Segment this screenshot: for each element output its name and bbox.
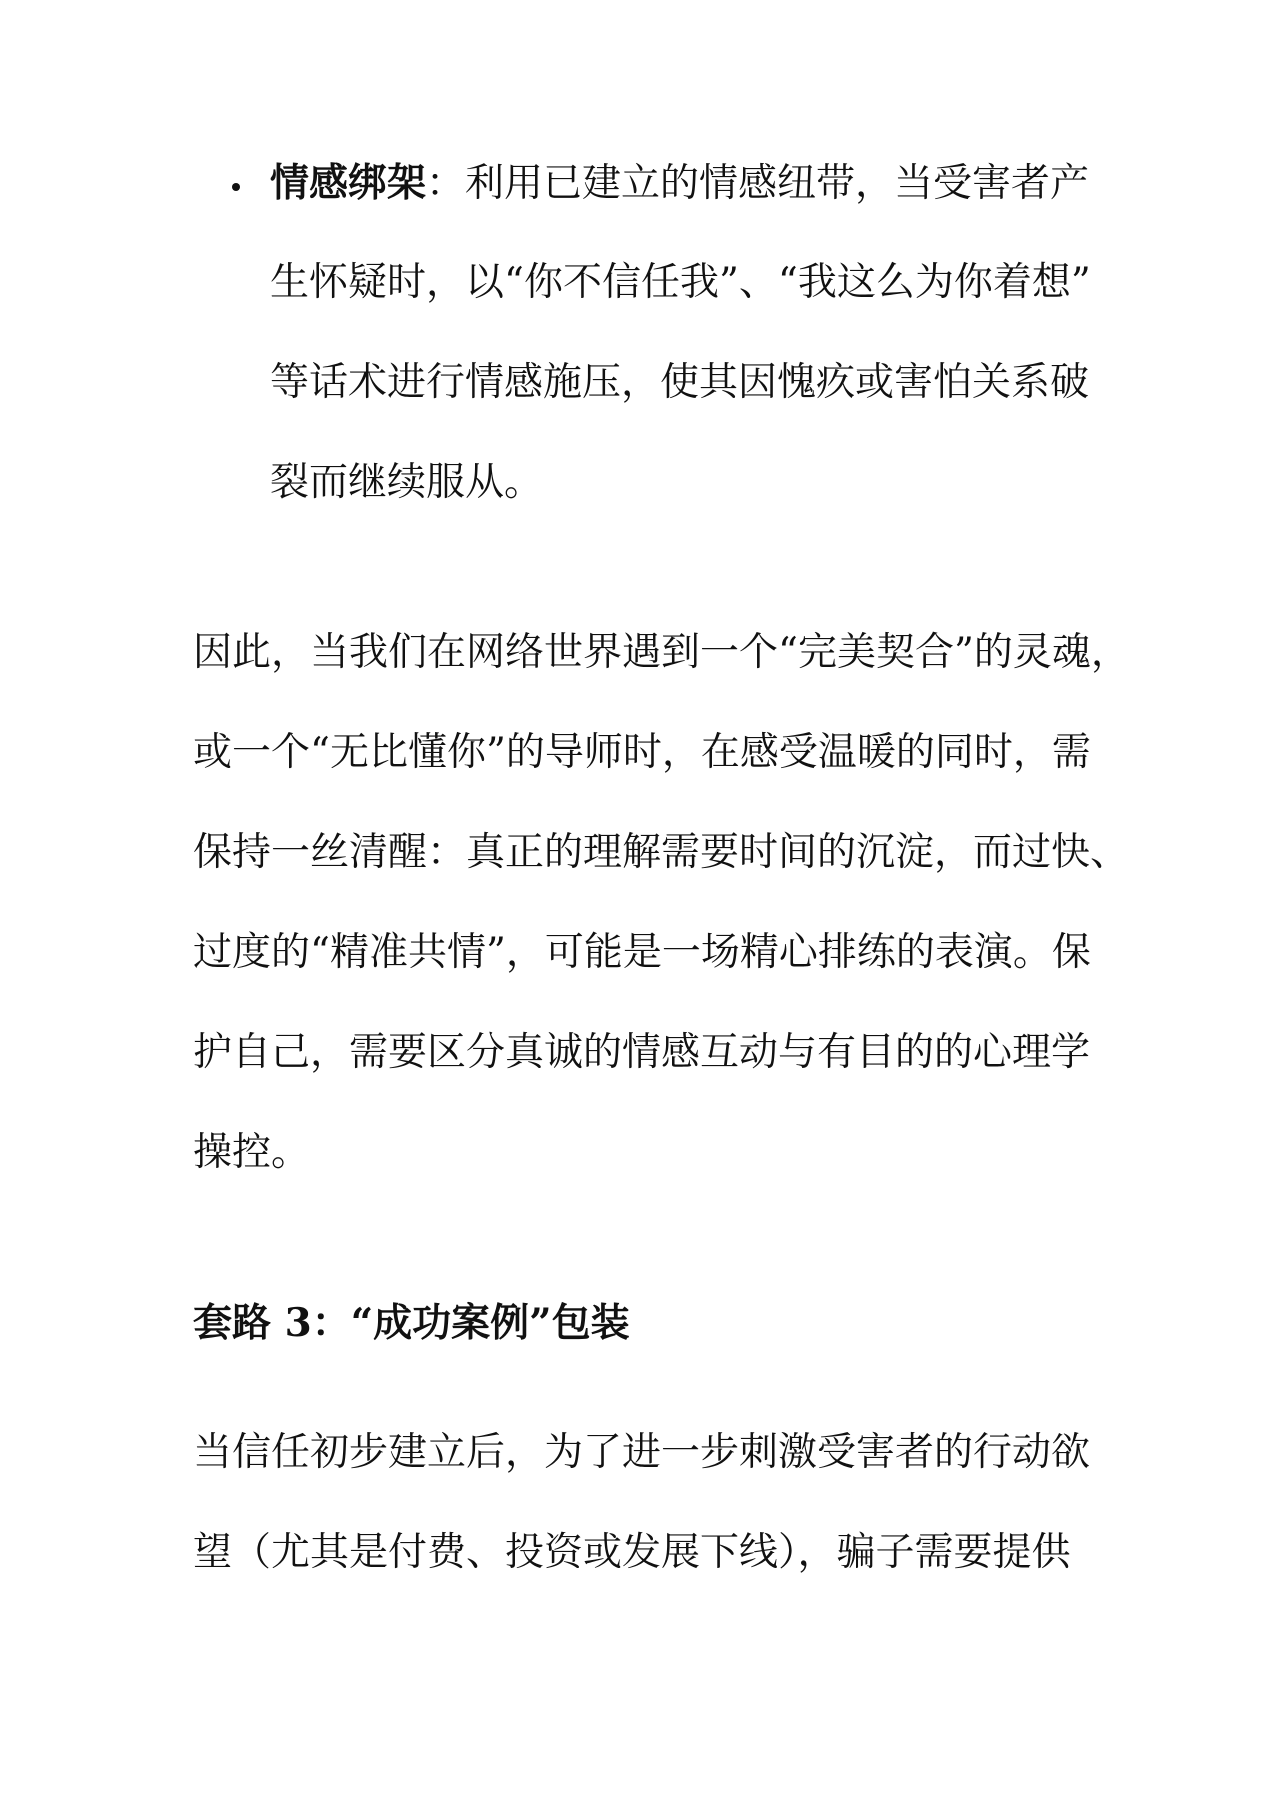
paragraph-1-line-3: 保持一丝清醒：真正的理解需要时间的沉淀，而过快、 [193,830,1130,875]
section-heading: 套路 3：“成功案例”包装 [193,1300,630,1346]
bullet-text-line-4: 裂而继续服从。 [270,460,544,505]
paragraph-1-line-4: 过度的“精准共情”，可能是一场精心排练的表演。保 [193,930,1091,975]
bullet-text-line-1: 利用已建立的情感纽带，当受害者产 [465,161,1090,206]
paragraph-2-line-1: 当信任初步建立后，为了进一步刺激受害者的行动欲 [193,1430,1091,1475]
paragraph-1-line-6: 操控。 [193,1130,311,1175]
bullet-term-colon: ： [426,161,466,206]
bullet-text-line-2: 生怀疑时，以“你不信任我”、“我这么为你着想” [270,260,1091,305]
paragraph-1-line-1: 因此，当我们在网络世界遇到一个“完美契合”的灵魂， [193,630,1130,675]
bullet-point-icon [232,183,240,191]
bullet-term: 情感绑架 [270,160,427,206]
paragraph-1-line-2: 或一个“无比懂你”的导师时，在感受温暖的同时，需 [193,730,1091,775]
paragraph-1-line-5: 护自己，需要区分真诚的情感互动与有目的的心理学 [193,1030,1091,1075]
bullet-text-line-3: 等话术进行情感施压，使其因愧疚或害怕关系破 [270,360,1090,405]
bullet-line-1 [270,158,1089,208]
paragraph-2-line-2: 望（尤其是付费、投资或发展下线），骗子需要提供 [193,1530,1071,1575]
